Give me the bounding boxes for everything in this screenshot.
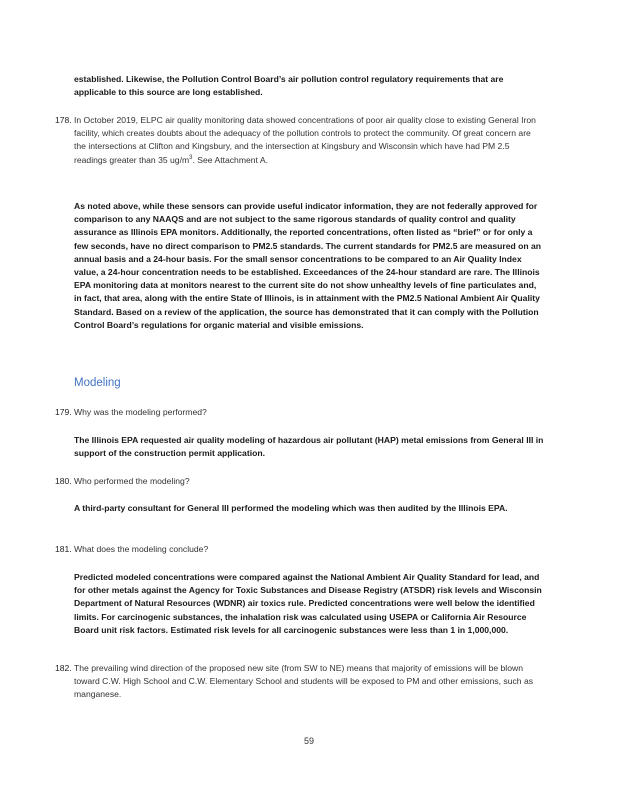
paragraph-noted-above: As noted above, while these sensors can provide useful indicator information, they are not federally approved for comparison to any NAAQS and are not subject to the same rigorous standards of quality control and quality assurance as Illinois EPA monitors. Additionally, the reported concentrations, often listed as “brief” or for only a few seconds, have no direct comparison to PM2.5 standards. The current standards for PM2.5 are measured on an annual basis and a 24-hour basis. For the small sensor concentrations to be compared to an Air Quality Index value, a 24-hour concentration needs to be established. Exceedances of the 24-hour standard are rare. The Illinois EPA monitoring data at monitors nearest to the current site do not show unhealthy levels of fine particulates and, in fact, that area, along with the entire State of Illinois, is in attainment with the PM2.5 National Ambient Air Quality Standard. Based on a review of the application, the source has demonstrated that it can comply with the Pollution Control Board’s regulations for organic material and visible emissions. [74,201,542,330]
item-text: What does the modeling conclude? [74,544,209,554]
paragraph-180-answer: A third-party consultant for General III performed the modeling which was then audited by the Illinois EPA. [74,503,508,513]
item-number: 178. [55,115,72,125]
item-text-tail: . See Attachment A. [192,154,268,165]
item-number: 182. [55,663,72,673]
section-heading-modeling: Modeling [74,377,121,389]
superscript: 3 [189,154,193,161]
item-text-main: In October 2019, ELPC air quality monitoring data showed concentrations of poor air quality close to existing General Iron facility, which creates doubts about the adequacy of the pollution controls to protect the community. Of great concern are the intersections at Clifton and Kingsbury, and the intersection at Kingsbury and Wisconsin which have had PM 2.5 readings greater than 35 ug/m [74,115,536,165]
paragraph-top: established. Likewise, the Pollution Control Board’s air pollution control regulatory requirements that are applicable to this source are long established. [74,74,504,98]
item-text: Why was the modeling performed? [74,407,207,417]
paragraph-181-answer: Predicted modeled concentrations were compared against the National Ambient Air Quality Standard for lead, and for other metals against the Agency for Toxic Substances and Disease Registry (ATSDR) risk levels and Wisconsin Department of Natural Resources (WDNR) air toxics rule. Predicted concentrations were well below the identified limits. For carcinogenic substances, the inhalation risk was calculated using USEPA or California Air Resource Board unit risk factors. Estimated risk levels for all carcinogenic substances were less than 1 in 1,000,000. [74,572,542,635]
item-number: 179. [55,407,72,417]
page-number: 59 [303,736,314,746]
item-number: 180. [55,476,72,486]
item-text: Who performed the modeling? [74,476,190,486]
paragraph-179-answer: The Illinois EPA requested air quality modeling of hazardous air pollutant (HAP) metal emissions from General III in support of the construction permit application. [74,435,544,459]
item-number: 181. [55,544,72,554]
item-text [74,114,544,167]
item-text: The prevailing wind direction of the proposed new site (from SW to NE) means that majority of emissions will be blown toward C.W. High School and C.W. Elementary School and students will be exposed to PM and other emissions, such as manganese. [74,663,534,700]
